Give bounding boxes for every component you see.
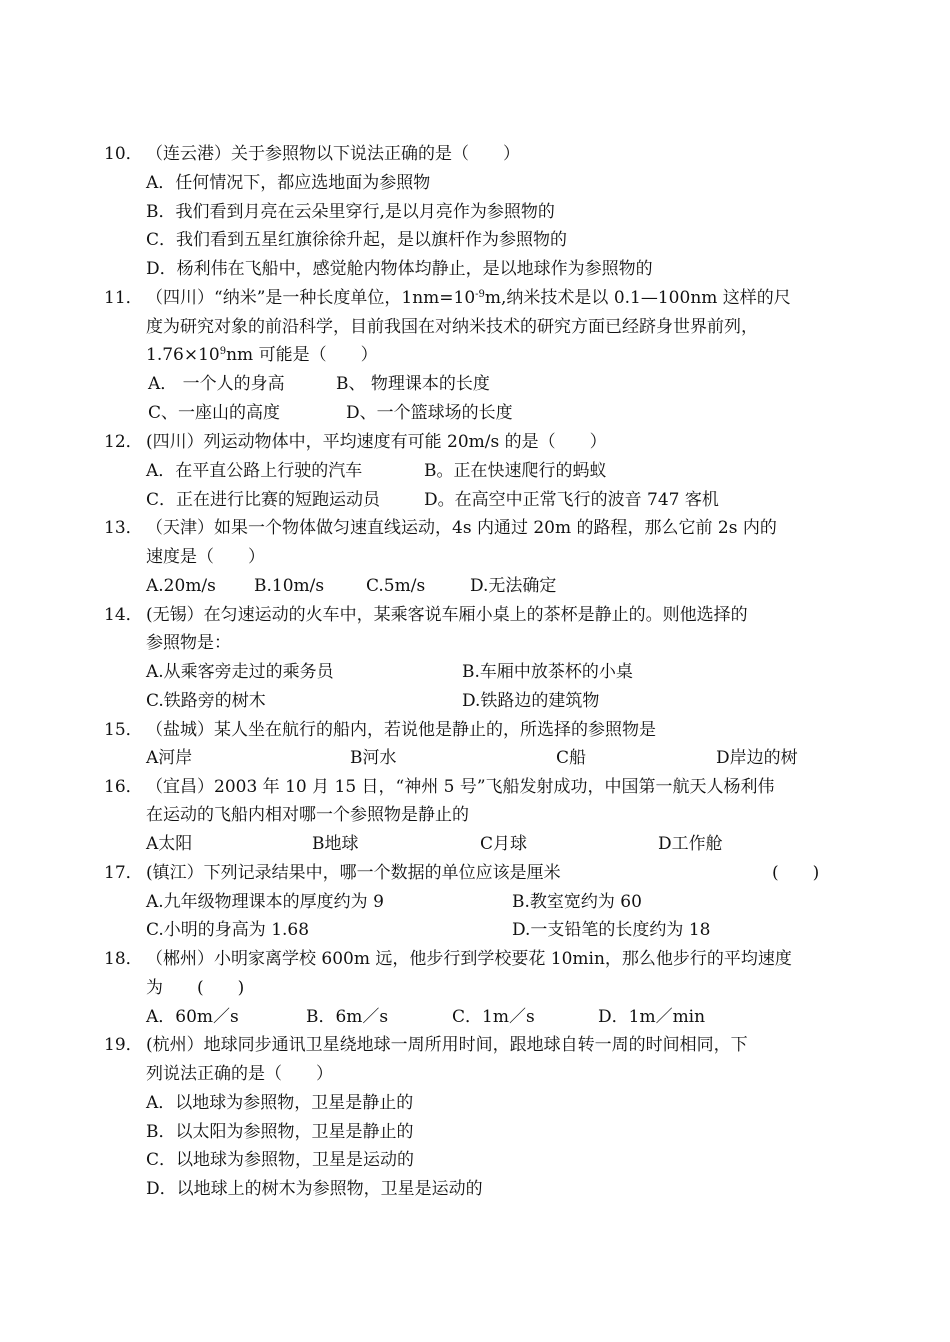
option-d: D.铁路边的建筑物 <box>462 691 600 711</box>
option-b: B．6m／s <box>306 1007 389 1027</box>
option-b: B河水 <box>350 748 397 768</box>
question-stem: （连云港）关于参照物以下说法正确的是（ ） <box>146 144 520 164</box>
question-number: 14． <box>104 605 143 625</box>
question-stem: (四川）列运动物体中，平均速度有可能 20m/s 的是（ ） <box>146 432 607 452</box>
question-stem: （郴州）小明家离学校 600m 远，他步行到学校要花 10min，那么他步行的平均速度 <box>146 949 792 969</box>
option-a: A河岸 <box>146 748 193 768</box>
option-d: D．以地球上的树木为参照物，卫星是运动的 <box>146 1179 483 1199</box>
question-stem: （盐城）某人坐在航行的船内，若说他是静止的，所选择的参照物是 <box>146 720 656 740</box>
option-c: C月球 <box>480 834 528 854</box>
option-a: A． 一个人的身高 <box>148 374 285 394</box>
answer-blank: ( ) <box>772 863 820 883</box>
option-a: A．任何情况下，都应选地面为参照物 <box>146 173 431 193</box>
option-c: C.铁路旁的树木 <box>146 691 266 711</box>
question-stem: （天津）如果一个物体做匀速直线运动，4s 内通过 20m 的路程，那么它前 2s 内的 <box>146 518 777 538</box>
option-b: B．以太阳为参照物，卫星是静止的 <box>146 1122 414 1142</box>
option-c: C．我们看到五星红旗徐徐升起，是以旗杆作为参照物的 <box>146 230 568 250</box>
question-stem-line-2: 度为研究对象的前沿科学，目前我国在对纳米技术的研究方面已经跻身世界前列， <box>146 317 758 337</box>
option-a: A．60m／s <box>146 1007 239 1027</box>
question-stem: (杭州）地球同步通讯卫星绕地球一周所用时间，跟地球自转一周的时间相同，下 <box>146 1035 748 1055</box>
question-number: 15． <box>104 720 143 740</box>
option-d: D岸边的树 <box>716 748 798 768</box>
option-a: A．在平直公路上行驶的汽车 <box>146 461 363 481</box>
question-number: 19． <box>104 1035 143 1055</box>
question-stem-line-2: 在运动的飞船内相对哪一个参照物是静止的 <box>146 805 469 825</box>
question-number: 12． <box>104 432 143 452</box>
option-d: D．1m／min <box>598 1007 706 1027</box>
option-c: C.小明的身高为 1.68 <box>146 920 310 940</box>
question-stem-line-2: 列说法正确的是（ ） <box>146 1064 333 1084</box>
option-b: B.车厢中放茶杯的小桌 <box>462 662 633 682</box>
question-stem-line-2: 参照物是： <box>146 633 231 653</box>
option-d: D。在高空中正常飞行的波音 747 客机 <box>424 490 719 510</box>
question-number: 13． <box>104 518 143 538</box>
question-stem-line-2: 为 ( ) <box>146 978 245 998</box>
option-c: C、一座山的高度 <box>148 403 281 423</box>
option-a: A.九年级物理课本的厚度约为 9 <box>146 892 384 912</box>
question-number: 16． <box>104 777 143 797</box>
question-number: 10． <box>104 144 143 164</box>
option-b: B、 物理课本的长度 <box>336 374 490 394</box>
question-stem: (无锡）在匀速运动的火车中，某乘客说车厢小桌上的茶杯是静止的。则他选择的 <box>146 605 748 625</box>
option-b: B.10m/s <box>254 576 325 596</box>
question-stem: （四川）“纳米”是一种长度单位，$1nm=10^{-9}m$,纳米技术是以 0.1—100nm 这样的尺 <box>146 288 791 308</box>
option-d: D．杨利伟在飞船中，感觉舱内物体均静止，是以地球作为参照物的 <box>146 259 653 279</box>
question-stem: (镇江）下列记录结果中，哪一个数据的单位应该是厘米 <box>146 863 561 883</box>
question-stem-line-2: 速度是（ ） <box>146 547 265 567</box>
option-d: D工作舱 <box>658 834 723 854</box>
option-a: A太阳 <box>146 834 193 854</box>
option-b: B。正在快速爬行的蚂蚁 <box>424 461 607 481</box>
question-stem-line-3: $1.76\times 10^9nm$ 可能是（ ） <box>146 345 378 365</box>
option-c: C船 <box>556 748 587 768</box>
option-a: A.20m/s <box>146 576 216 596</box>
question-number: 17． <box>104 863 143 883</box>
question-stem: （宜昌）2003 年 10 月 15 日，“神州 5 号”飞船发射成功，中国第一航天人杨利伟 <box>146 777 775 797</box>
option-b: B地球 <box>312 834 359 854</box>
option-d: D.无法确定 <box>470 576 557 596</box>
question-number: 18． <box>104 949 143 969</box>
option-a: A．以地球为参照物，卫星是静止的 <box>146 1093 414 1113</box>
question-number: 11． <box>104 288 143 308</box>
option-d: D、一个篮球场的长度 <box>346 403 513 423</box>
option-b: B.教室宽约为 60 <box>512 892 642 912</box>
option-b: B．我们看到月亮在云朵里穿行,是以月亮作为参照物的 <box>146 202 555 222</box>
option-a: A.从乘客旁走过的乘务员 <box>146 662 334 682</box>
option-d: D.一支铅笔的长度约为 18 <box>512 920 711 940</box>
option-c: C．1m／s <box>452 1007 535 1027</box>
option-c: C．以地球为参照物，卫星是运动的 <box>146 1150 415 1170</box>
option-c: C．正在进行比赛的短跑运动员 <box>146 490 381 510</box>
option-c: C.5m/s <box>366 576 426 596</box>
